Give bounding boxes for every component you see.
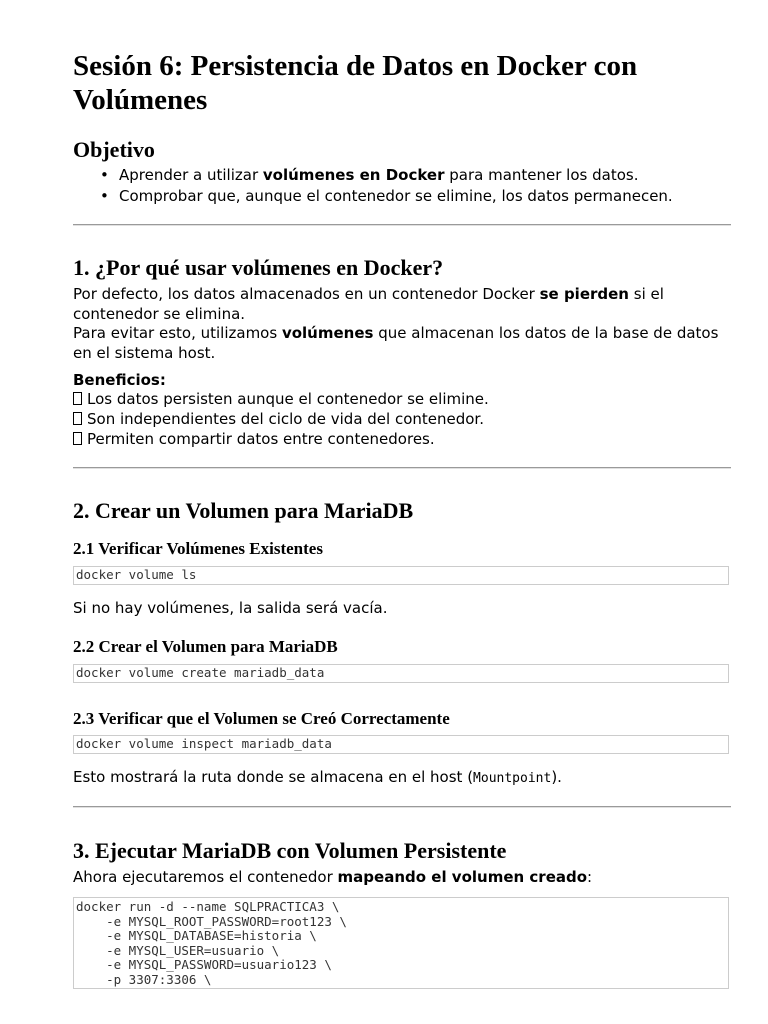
list-item: • Aprender a utilizar volúmenes en Docker para mantener los datos. (100, 166, 639, 184)
benefit-item: Permiten compartir datos entre contenedores. (73, 430, 723, 450)
checkbox-glyph-icon (73, 392, 82, 405)
checkbox-glyph-icon (73, 412, 82, 425)
code-block: docker volume inspect mariadb_data (73, 735, 729, 754)
section1-paragraph1: Por defecto, los datos almacenados en un contenedor Docker se pierden si el contenedor se elimina. (73, 285, 664, 323)
objetivo-list (73, 165, 673, 206)
bullet-icon: • (100, 186, 109, 205)
code-block: docker volume ls (73, 566, 729, 585)
benefit-item: Son independientes del ciclo de vida del contenedor. (73, 410, 723, 430)
section3-intro: Ahora ejecutaremos el contenedor mapeando el volumen creado: (73, 868, 593, 886)
benefits-label: Beneficios: (73, 371, 166, 389)
section2-heading: 2. Crear un Volumen para MariaDB (73, 498, 414, 523)
section2-3-heading: 2.3 Verificar que el Volumen se Creó Correctamente (73, 709, 450, 728)
benefit-item: Los datos persisten aunque el contenedor se elimine. (73, 390, 723, 410)
section1-paragraph2: Para evitar esto, utilizamos volúmenes que almacenan los datos de la base de datos en el sistema host. (73, 324, 719, 362)
section2-1-note: Si no hay volúmenes, la salida será vacía. (73, 599, 388, 617)
divider (73, 467, 731, 469)
checkbox-glyph-icon (73, 432, 82, 445)
list-item: • Comprobar que, aunque el contenedor se elimine, los datos permanecen. (100, 186, 673, 205)
bullet-icon: • (100, 166, 109, 184)
section2-1-heading: 2.1 Verificar Volúmenes Existentes (73, 539, 323, 558)
divider (73, 224, 731, 226)
code-block: docker volume create mariadb_data (73, 664, 729, 683)
section2-2-heading: 2.2 Crear el Volumen para MariaDB (73, 637, 338, 656)
section3-heading: 3. Ejecutar MariaDB con Volumen Persistente (73, 838, 507, 863)
divider (73, 806, 731, 808)
page-title: Sesión 6: Persistencia de Datos en Docker con Volúmenes (73, 50, 638, 116)
objetivo-heading: Objetivo (73, 137, 155, 162)
section2-3-note: Esto mostrará la ruta donde se almacena en el host (Mountpoint). (73, 768, 562, 786)
section1-heading: 1. ¿Por qué usar volúmenes en Docker? (73, 255, 444, 280)
code-block: docker run -d --name SQLPRACTICA3 \ -e MYSQL_ROOT_PASSWORD=root123 \ -e MYSQL_DATABASE=historia \ -e MYSQL_USER=usuario \ -e MYSQL_PASSWORD=usuario123 \ -p 3307:3306 \ (73, 897, 729, 989)
